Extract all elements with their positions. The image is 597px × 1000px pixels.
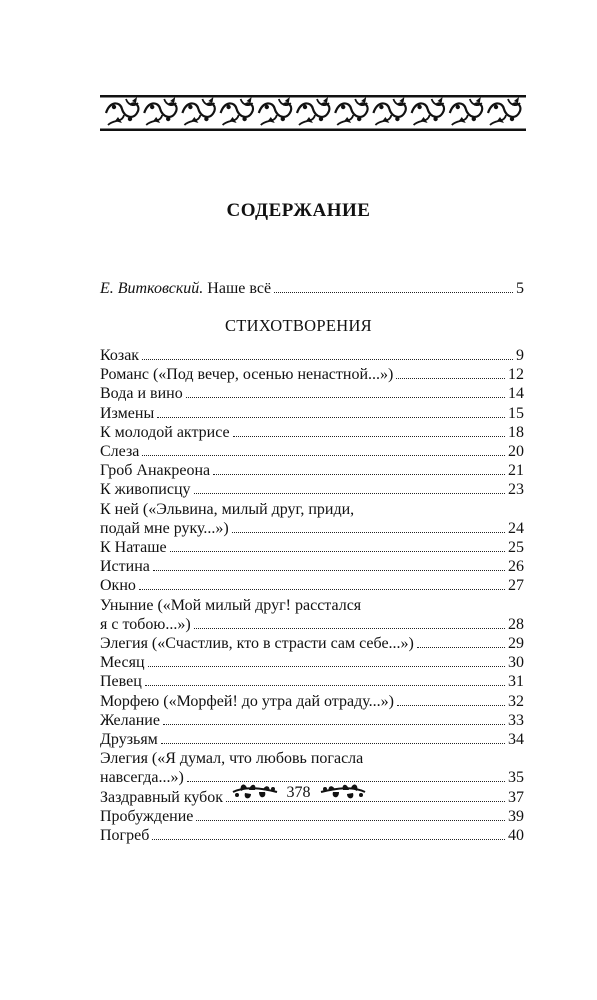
page-title: СОДЕРЖАНИЕ [226,200,371,221]
toc-entry-page: 25 [508,539,524,557]
toc-entry-title: Месяц [100,654,145,672]
dot-leader [194,628,505,629]
leaf-sprig-right-ornament [319,780,367,807]
intro-title: Наше всё [207,280,272,297]
toc-entry-page: 18 [508,423,524,441]
dot-leader [194,493,505,494]
toc-entry-page: 37 [508,788,524,806]
toc-entry-title: Гроб Анакреона [100,462,211,480]
toc-entry-title: К молодой актрисе [100,423,230,441]
toc-entry [100,384,524,403]
toc-entry [100,404,524,423]
toc-entry-page: 30 [508,654,524,672]
toc-entry-title: К Наташе [100,539,167,557]
dot-leader [142,455,505,456]
toc-entry [100,461,524,480]
toc-entry [100,557,524,576]
dot-leader [145,685,505,686]
toc-entry-title: Козак [100,347,140,364]
dot-leader [232,532,505,533]
toc-entry-title: Элегия («Я думал, что любовь погасла [100,750,364,768]
toc-entry [100,672,524,691]
toc-entry [100,807,524,826]
toc-entry-title: Певец [100,673,142,691]
toc-entry-title: Желание [100,711,160,729]
toc-entry [100,826,524,845]
toc-entry [100,480,524,499]
toc-entry-title: Романс («Под вечер, осенью ненастной...») [100,366,394,384]
toc-entry-page: 15 [508,404,524,422]
toc-entry-page: 31 [508,673,524,691]
dot-leader [233,436,505,437]
toc-entry [100,423,524,442]
toc-intro-entry [100,279,524,298]
toc-entry [100,442,524,461]
dot-leader [170,551,505,552]
toc-entry-title: Элегия («Счастлив, кто в страсти сам себе...») [100,635,414,653]
toc-entry [100,653,524,672]
dot-leader [152,839,505,840]
toc-entry [100,365,524,384]
toc-entry-title: Заздравный кубок [100,788,224,806]
dot-leader [186,397,505,398]
toc-entry-page: 20 [508,443,524,461]
dot-leader [213,474,505,475]
toc-entry-page: 12 [508,366,524,384]
dot-leader [396,378,505,379]
toc-entry [100,538,524,557]
toc-entry-page: 27 [508,577,524,595]
toc-entry-title: К ней («Эльвина, милый друг, приди, [100,500,355,518]
dot-leader [148,666,505,667]
dot-leader [157,417,505,418]
toc-entry-title: Окно [100,577,136,595]
toc-entry-page: 39 [508,807,524,825]
leaf-sprig-left-ornament [231,780,279,807]
toc-entry-title: Уныние («Мой милый друг! расстался [100,596,362,614]
toc-entry-title: Пробуждение [100,807,194,825]
toc-entry-page: 29 [508,635,524,653]
dot-leader [417,647,505,648]
dot-leader [153,570,505,571]
toc-entry-page: 34 [508,731,524,749]
toc-entry-page: 40 [508,827,524,845]
toc-entry-title: Истина [100,558,150,576]
toc-entry [100,576,524,595]
toc-entry-title: Слеза [100,443,140,461]
dot-leader [161,743,505,744]
toc-entry-page: 26 [508,558,524,576]
toc-entry-page: 28 [508,615,524,633]
toc-entry-title-continued: подай мне руку...») [100,519,229,537]
toc-entry-title: Вода и вино [100,385,183,403]
dot-leader [163,724,505,725]
toc-entry [100,346,524,365]
toc-entry [100,711,524,730]
page-number: 378 [286,784,311,801]
page-footer [0,778,597,808]
toc-entry-title: Морфею («Морфей! до утра дай отраду...») [100,692,394,710]
toc-entry-page: 35 [508,769,524,787]
toc-entry-title: К живописцу [100,481,191,499]
toc-entry-title-continued: я с тобою...») [100,615,191,633]
intro-page: 5 [516,280,524,297]
dot-leader [139,589,505,590]
toc-entry [100,692,524,711]
toc-entry-page: 14 [508,385,524,403]
section-heading: СТИХОТВОРЕНИЯ [225,316,372,335]
intro-author: Е. Витковский. [100,280,204,297]
toc-entry-page: 23 [508,481,524,499]
toc-entry-page: 9 [516,347,524,364]
toc-entry [100,500,524,538]
toc-entry-title-continued: навсегда...») [100,769,184,787]
dot-leader [274,292,513,293]
toc-entry-page: 33 [508,711,524,729]
toc-entry-title: Друзьям [100,731,158,749]
toc-entry [100,596,524,634]
toc-entry-page: 24 [508,519,524,537]
floral-band-ornament [100,95,526,131]
toc-entry [100,634,524,653]
dot-leader [397,705,505,706]
toc-entry-title: Погреб [100,827,150,845]
toc-entry-page: 21 [508,462,524,480]
toc-list [100,346,524,845]
toc-entry [100,730,524,749]
dot-leader [196,820,505,821]
dot-leader [142,359,513,360]
toc-entry-title: Измены [100,404,155,422]
toc-entry-page: 32 [508,692,524,710]
